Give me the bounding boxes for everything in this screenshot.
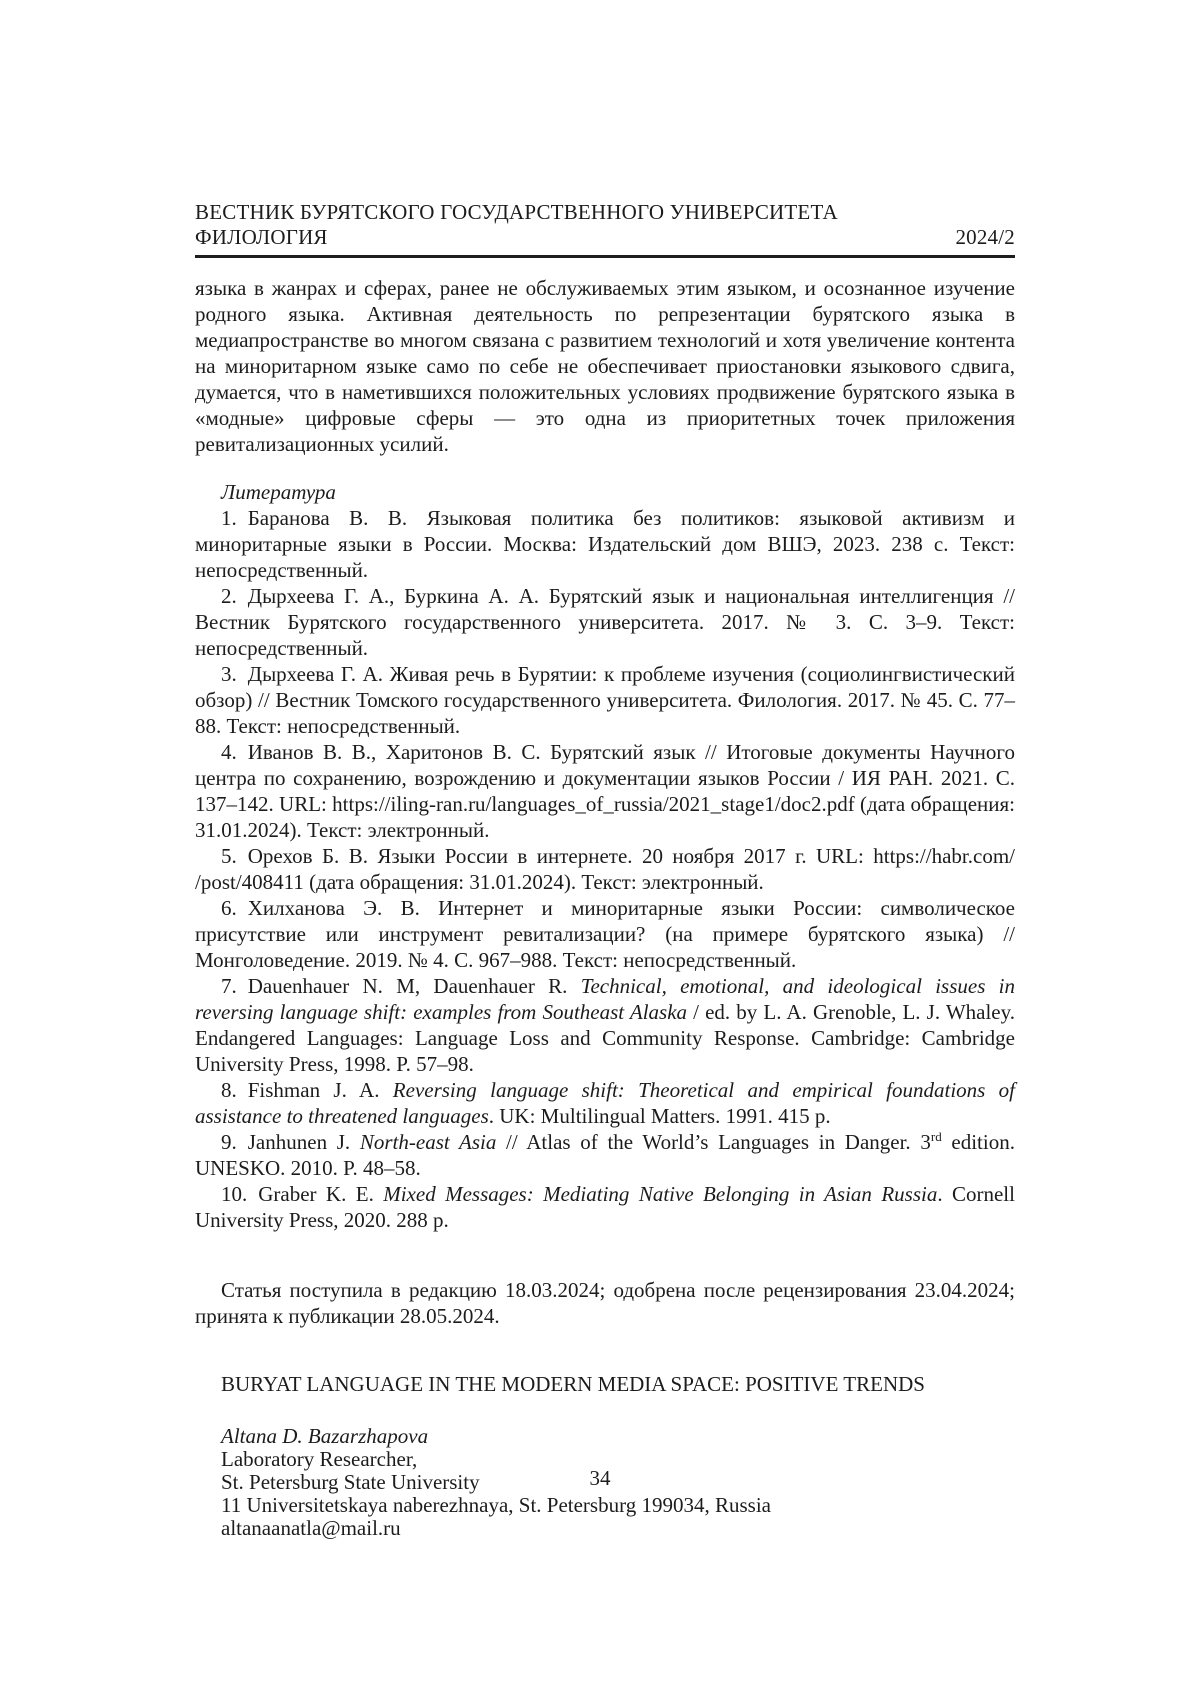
literature-heading: Литература bbox=[221, 480, 336, 504]
reference-text: Janhunen J. bbox=[247, 1130, 360, 1154]
reference-text: Graber K. E. bbox=[258, 1182, 384, 1206]
reference-text: Дырхеева Г. А., Буркина А. А. Бурятский язык и национальная интеллигенция // Вестник Бурятского государственного университета. 2017. № 3. С. 3–9. Текст: непосредственный. bbox=[195, 584, 1015, 660]
reference-text: . Cornell University Press, 2020. 288 p. bbox=[195, 1182, 1015, 1232]
reference-number: 3. bbox=[221, 662, 237, 686]
reference-number: 9. bbox=[221, 1130, 237, 1154]
reference-item bbox=[195, 505, 1015, 583]
author-info-line: Altana D. Bazarzhapova bbox=[221, 1424, 429, 1448]
submission-note: Статья поступила в редакцию 18.03.2024; одобрена после рецензирования 23.04.2024; принята к публикации 28.05.2024. bbox=[195, 1278, 1015, 1328]
reference-item bbox=[195, 1077, 1015, 1129]
author-info-line: 11 Universitetskaya naberezhnaya, St. Petersburg 199034, Russia bbox=[221, 1493, 771, 1517]
reference-text: Fishman J. A. bbox=[247, 1078, 393, 1102]
reference-text: Иванов В. В., Харитонов В. С. Бурятский язык // Итоговые документы Научного центра по сохранению, возрождению и документации языков России / ИЯ РАН. 2021. С. 137–142. URL: https://iling-ran.ru/languages_of_russia/2021_stage1/doc2.pdf (дата обращения: 31.01.2024). Текст: электронный. bbox=[195, 740, 1015, 842]
reference-number: 8. bbox=[221, 1078, 237, 1102]
reference-text: Technical, emotional, and ideological issues in reversing language shift: examples from Southeast Alaska bbox=[195, 974, 1015, 1024]
reference-text: / ed. by L. A. Grenoble, L. J. Whaley. Endangered Languages: Language Loss and Community Response. Cambridge: Cambridge University Press, 1998. P. 57–98. bbox=[195, 1000, 1016, 1076]
reference-text: Хилханова Э. В. Интернет и миноритарные языки России: символическое присутствие или инструмент ревитализации? (на примере бурятского языка) // Монголоведение. 2019. № 4. С. 967–988. Текст: непосредственный. bbox=[195, 896, 1015, 972]
reference-text: edition. UNESKO. 2010. P. 48–58. bbox=[195, 1130, 1015, 1180]
author-info-line: St. Petersburg State University bbox=[221, 1470, 480, 1494]
reference-item bbox=[195, 661, 1015, 739]
reference-text: Mixed Messages: Mediating Native Belonging in Asian Russia bbox=[383, 1182, 938, 1206]
header-rule bbox=[195, 255, 1015, 258]
reference-item bbox=[195, 739, 1015, 843]
reference-number: 5. bbox=[221, 844, 237, 868]
reference-text: Dauenhauer N. M, Dauenhauer R. bbox=[247, 974, 581, 998]
reference-item bbox=[195, 895, 1015, 973]
reference-text: North-east Asia bbox=[359, 1130, 497, 1154]
reference-list bbox=[195, 505, 1015, 1233]
journal-section: ФИЛОЛОГИЯ bbox=[195, 225, 328, 249]
page-header bbox=[195, 200, 1015, 258]
reference-text: rd bbox=[930, 1129, 942, 1144]
reference-text: Орехов Б. В. Языки России в интернете. 20 ноября 2017 г. URL: https://habr.com/ /post/408411 (дата обращения: 31.01.2024). Текст: электронный. bbox=[195, 844, 1015, 894]
reference-text: Reversing language shift: Theoretical and empirical foundations of assistance to threatened languages bbox=[195, 1078, 1015, 1128]
english-article-title: BURYAT LANGUAGE IN THE MODERN MEDIA SPACE: POSITIVE TRENDS bbox=[221, 1372, 925, 1396]
reference-item bbox=[195, 583, 1015, 661]
reference-number: 1. bbox=[221, 506, 237, 530]
reference-item bbox=[195, 1129, 1015, 1181]
reference-text: . UK: Multilingual Matters. 1991. 415 p. bbox=[488, 1104, 831, 1128]
reference-number: 7. bbox=[221, 974, 237, 998]
reference-item bbox=[195, 843, 1015, 895]
reference-number: 4. bbox=[221, 740, 237, 764]
reference-text: Баранова В. В. Языковая политика без политиков: языковой активизм и миноритарные языки в России. Москва: Издательский дом ВШЭ, 2023. 238 с. Текст: непосредственный. bbox=[195, 506, 1015, 582]
reference-item bbox=[195, 1181, 1015, 1233]
reference-number: 2. bbox=[221, 584, 237, 608]
reference-number: 10. bbox=[221, 1182, 248, 1206]
author-info-line: altanaanatla@mail.ru bbox=[221, 1516, 401, 1540]
reference-item bbox=[195, 973, 1015, 1077]
journal-title: ВЕСТНИК БУРЯТСКОГО ГОСУДАРСТВЕННОГО УНИВЕРСИТЕТА bbox=[195, 200, 838, 224]
author-info-line: Laboratory Researcher, bbox=[221, 1447, 418, 1471]
reference-text: // Atlas of the World’s Languages in Danger. 3 bbox=[496, 1130, 931, 1154]
issue-number: 2024/2 bbox=[955, 225, 1015, 249]
reference-text: Дырхеева Г. А. Живая речь в Бурятии: к проблеме изучения (социолингвистический обзор) // Вестник Томского государственного университета. Филология. 2017. № 45. С. 77–88. Текст: непосредственный. bbox=[195, 662, 1015, 738]
reference-number: 6. bbox=[221, 896, 237, 920]
body-paragraph: языка в жанрах и сферах, ранее не обслуживаемых этим языком, и осознанное изучение родного языка. Активная деятельность по репрезентации бурятского языка в медиапространстве во многом связана с развитием технологий и хотя увеличение контента на миноритарном языке само по себе не обеспечивает приостановки языкового сдвига, думается, что в наметившихся положительных условиях продвижение бурятского языка в «модные» цифровые сферы — это одна из приоритетных точек приложения ревитализационных усилий. bbox=[195, 276, 1015, 456]
page-number: 34 bbox=[589, 1466, 611, 1490]
